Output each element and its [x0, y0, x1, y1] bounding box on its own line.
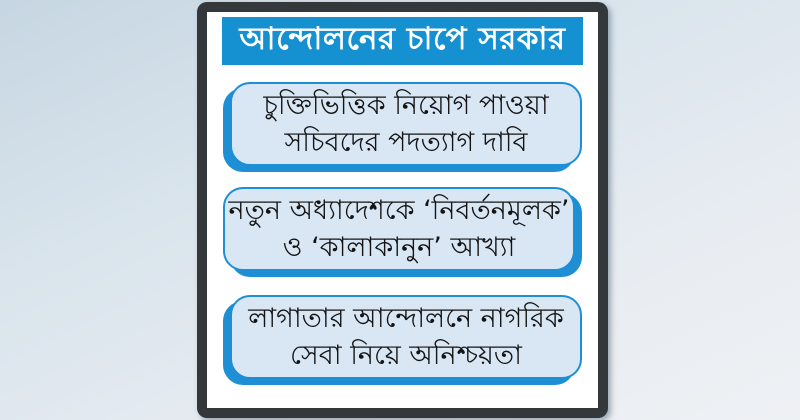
- point-3-line-1: লাগাতার আন্দোলনে নাগরিক: [248, 303, 564, 334]
- point-2-line-1: নতুন অধ্যাদেশকে ‘নিবর্তনমূলক’: [228, 195, 570, 226]
- point-box-1: [230, 82, 582, 166]
- point-box-2: [223, 187, 575, 271]
- point-1-line-1: চুক্তিভিত্তিক নিয়োগ পাওয়া: [263, 90, 549, 121]
- infographic-card: [207, 12, 598, 408]
- point-2-line-2: ও ‘কালাকানুন’ আখ্যা: [282, 232, 516, 263]
- point-3-line-2: সেবা নিয়ে অনিশ্চয়তা: [289, 340, 523, 371]
- card-frame: [197, 2, 608, 418]
- headline-banner: [222, 17, 583, 65]
- point-1-line-2: সচিবদের পদত্যাগ দাবি: [284, 127, 528, 158]
- headline-title: আন্দোলনের চাপে সরকার: [239, 21, 566, 57]
- point-box-3: [230, 295, 582, 379]
